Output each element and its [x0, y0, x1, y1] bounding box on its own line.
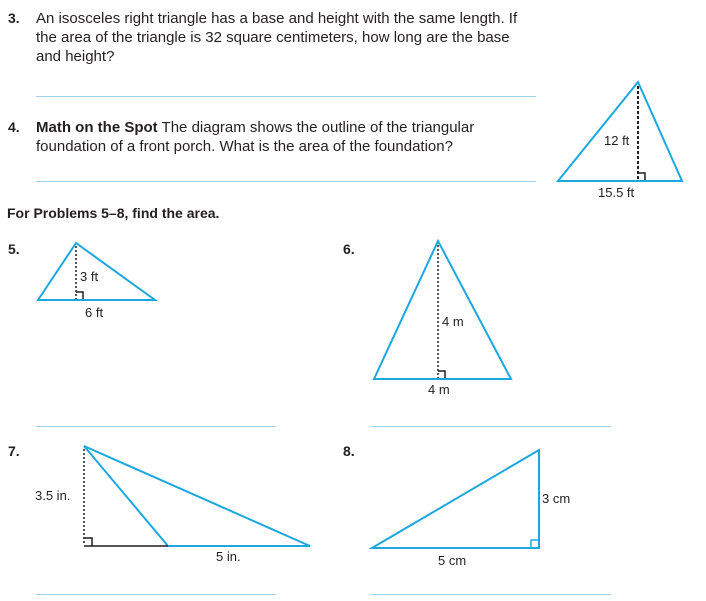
problem-7-right-angle-mark [84, 538, 92, 546]
problem-6-height-label: 4 m [442, 314, 464, 329]
problem-5-right-angle-mark [76, 292, 83, 299]
problem-8-answer-line[interactable] [371, 594, 611, 595]
problem-4-text [36, 118, 536, 156]
problem-4-answer-line[interactable] [36, 181, 536, 182]
problem-3-answer-line[interactable] [36, 96, 536, 97]
problem-6-triangle [374, 241, 511, 379]
problem-3-line-3: and height? [36, 48, 115, 65]
math-on-the-spot-label: Math on the Spot [36, 119, 158, 136]
problem-3-number: 3. [8, 10, 20, 26]
problem-4-height-label: 12 ft [604, 133, 630, 148]
problem-7-number: 7. [8, 443, 20, 459]
problem-4-triangle [558, 82, 682, 181]
problem-6-base-label: 4 m [428, 382, 450, 397]
problem-4-line-2: foundation of a front porch. What is the area of the foundation? [36, 138, 453, 155]
problem-6-answer-line[interactable] [371, 426, 611, 427]
problem-7-base-label: 5 in. [216, 549, 241, 564]
problem-8-right-angle-mark [531, 540, 539, 548]
problem-4-base-label: 15.5 ft [598, 185, 635, 200]
problem-5-base-label: 6 ft [85, 305, 104, 320]
problem-8-base-label: 5 cm [438, 553, 467, 568]
problem-3-line-1: An isosceles right triangle has a base and height with the same length. If [36, 10, 518, 27]
problem-5-number: 5. [8, 241, 20, 257]
problem-5-height-label: 3 ft [80, 269, 99, 284]
problem-5-answer-line[interactable] [36, 426, 276, 427]
problem-8-number: 8. [343, 443, 355, 459]
problem-8-triangle [372, 450, 539, 548]
problem-7-height-label: 3.5 in. [35, 488, 71, 503]
problem-4-line-1-rest: The diagram shows the outline of the triangular [157, 119, 475, 136]
problem-7-triangle [84, 446, 310, 546]
problem-4-right-angle-mark [638, 173, 645, 180]
problem-7-answer-line[interactable] [36, 594, 276, 595]
problem-6-number: 6. [343, 241, 355, 257]
section-heading: For Problems 5–8, find the area. [7, 205, 220, 221]
problem-6-right-angle-mark [438, 371, 445, 378]
problem-4-line-1 [36, 118, 536, 137]
problem-3-text [36, 9, 556, 66]
problem-3-line-2: the area of the triangle is 32 square centimeters, how long are the base [36, 29, 510, 46]
problem-4-number: 4. [8, 119, 20, 135]
problem-8-height-label: 3 cm [542, 491, 571, 506]
